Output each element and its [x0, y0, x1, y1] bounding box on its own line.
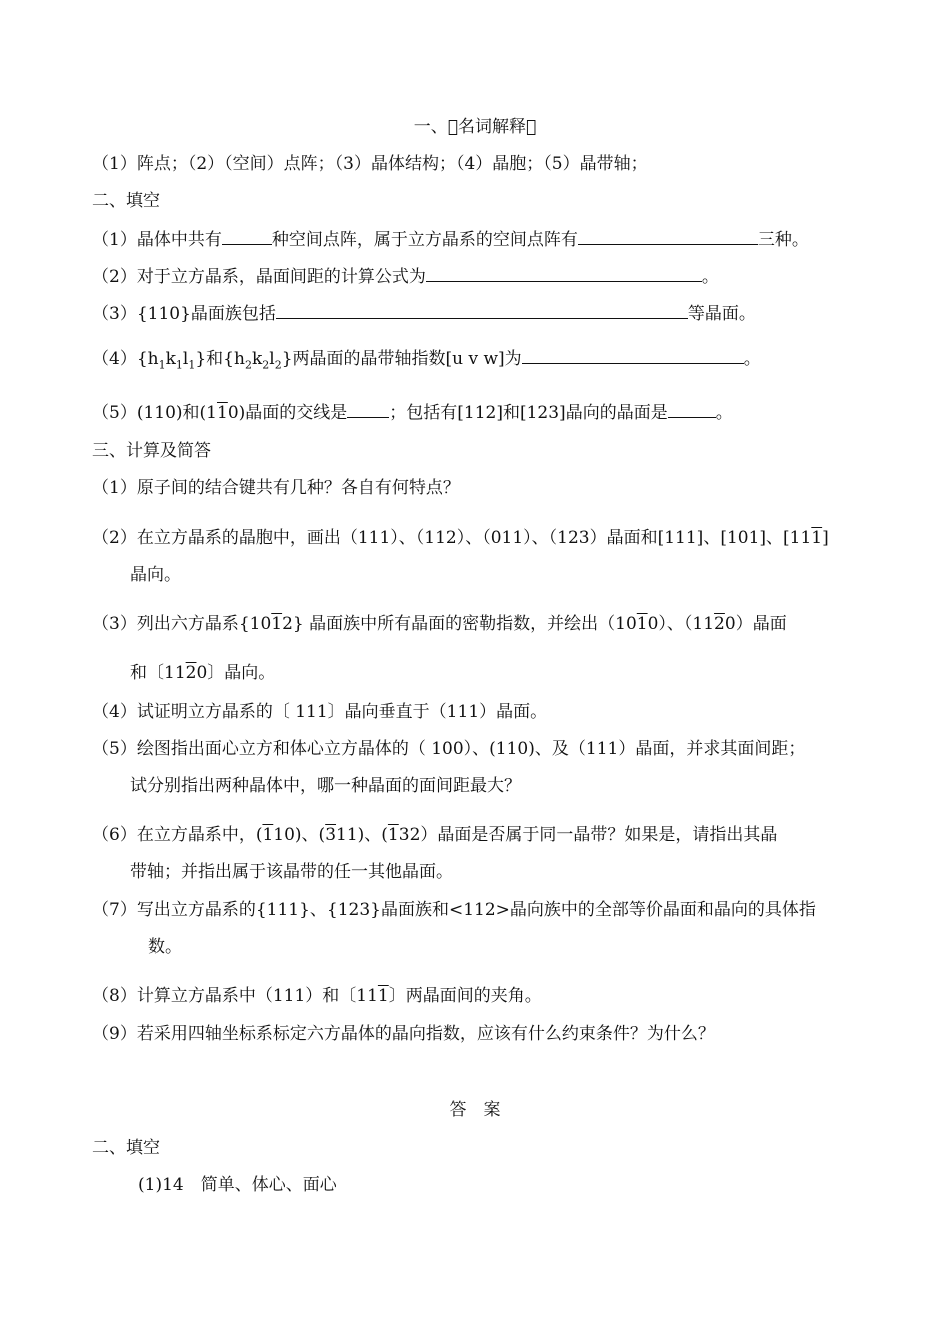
- q8-text: （8）计算立方晶系中（111）和〔11: [92, 986, 378, 1006]
- fill-q4-text: }两晶面的晶带轴指数[u v w]为: [281, 349, 522, 369]
- fill-q4-text: （4）{h: [92, 349, 159, 369]
- fill-q5-text: 。: [715, 403, 733, 423]
- fill-q4-sub: 2: [262, 358, 270, 372]
- question-8: [92, 985, 542, 1007]
- question-5-line1: （5）绘图指出面心立方和体心立方晶体的（ 100）、(110)、及（111）晶面，并求其面间距；: [92, 739, 806, 759]
- section1-title: 一、 名词解释 : [413, 117, 537, 137]
- fill-q1-text-a: （1）晶体中共有: [92, 230, 222, 250]
- q6-bar-digit: 1: [262, 825, 274, 845]
- section3-heading: 三、计算及简答: [92, 441, 211, 461]
- question-3-line2: [130, 662, 275, 684]
- fill-q1-text-b: 种空间点阵，属于立方晶系的空间点阵有: [271, 230, 578, 250]
- question-3-line1: [92, 613, 787, 635]
- fill-q5-text: （5）(110)和(1: [92, 403, 217, 423]
- q2-bar-digit: 1: [811, 528, 823, 548]
- fill-q1-blank-1[interactable]: [222, 228, 272, 245]
- q8-bar-digit: 1: [377, 986, 389, 1006]
- q2-text: ]: [822, 528, 829, 548]
- q6-text: 11)、(: [336, 825, 388, 845]
- q6-bar-digit: 3: [325, 825, 337, 845]
- fill-q4-sub: 1: [158, 358, 166, 372]
- question-2-line1: [92, 527, 829, 549]
- fill-q4-text: }和{h: [195, 349, 245, 369]
- q6-text: 32）晶面是否属于同一晶带？如果是，请指出其晶: [398, 825, 778, 845]
- fill-q4-text: 。: [743, 349, 761, 369]
- fill-question-1: [92, 228, 809, 251]
- fill-q5-text: ；包括有[112]和[123]晶向的晶面是: [389, 403, 668, 423]
- fill-question-2: [92, 265, 719, 288]
- fill-q3-text-a: （3）{110}晶面族包括: [92, 304, 276, 324]
- q3-text: 0）、（11: [647, 614, 715, 634]
- question-2-line2: 晶向。: [130, 565, 181, 585]
- section1-items: （1）阵点；（2）（空间）点阵；（3）晶体结构；（4）晶胞；（5）晶带轴；: [92, 154, 648, 174]
- q3-bar-digit: 2: [714, 614, 725, 634]
- fill-q4-text: k: [165, 349, 176, 369]
- q2-text: （2）在立方晶系的晶胞中，画出（111）、（112）、（011）、（123）晶面和[111]、[101]、[11: [92, 528, 812, 548]
- fill-q5-blank-2[interactable]: [668, 401, 716, 418]
- fill-q5-text: 0)晶面的交线是: [227, 403, 348, 423]
- q4-text: 111〕晶向垂直于（111）晶面。: [295, 702, 548, 722]
- q3-bar-digit: 1: [271, 614, 283, 634]
- q3-bar-digit: 1: [636, 614, 648, 634]
- fill-question-4: [92, 347, 761, 376]
- q3-text: 0）晶面: [724, 614, 787, 634]
- fill-q5-bar-digit: 1: [216, 403, 228, 423]
- fill-q4-sub: 1: [175, 358, 183, 372]
- q8-text: 〕两晶面间的夹角。: [388, 986, 542, 1006]
- fill-q4-text: l: [269, 349, 275, 369]
- fill-q1-blank-2[interactable]: [578, 228, 758, 245]
- fill-q3-text-b: 等晶面。: [687, 304, 756, 324]
- answers-title: 答 案: [449, 1100, 501, 1120]
- question-6-line1: [92, 824, 777, 846]
- q6-bar-digit: 1: [387, 825, 399, 845]
- question-1: （1）原子间的结合键共有几种？各自有何特点？: [92, 478, 460, 498]
- answers-heading: 二、填空: [92, 1138, 160, 1158]
- q6-text: 10)、(: [273, 825, 326, 845]
- fill-q4-text: k: [251, 349, 263, 369]
- fill-q2-text-a: （2）对于立方晶系，晶面间距的计算公式为: [92, 267, 426, 287]
- q6-text: （6）在立方晶系中，(: [92, 825, 263, 845]
- fill-q5-blank-1[interactable]: [347, 401, 389, 418]
- fill-q4-sub: 2: [274, 358, 282, 372]
- q3-text: 0〕晶向。: [196, 663, 276, 683]
- fill-q4-sub: 1: [188, 358, 196, 372]
- fill-q2-text-b: 。: [701, 267, 719, 287]
- fill-q3-blank[interactable]: [276, 302, 688, 319]
- fill-q4-blank[interactable]: [522, 347, 744, 364]
- fill-q4-sub: 2: [244, 358, 252, 372]
- fill-question-3: [92, 302, 756, 325]
- question-9: （9）若采用四轴坐标系标定六方晶体的晶向指数，应该有什么约束条件？为什么？: [92, 1024, 715, 1044]
- question-5-line2: 试分别指出两种晶体中，哪一种晶面的面间距最大？: [130, 776, 521, 796]
- question-7-line2: 数。: [148, 937, 182, 957]
- fill-q4-text: l: [182, 349, 189, 369]
- q3-text: （3）列出六方晶系{10: [92, 614, 272, 634]
- fill-q2-blank[interactable]: [426, 265, 702, 282]
- fill-question-5: [92, 401, 733, 424]
- question-4: [92, 701, 547, 723]
- q3-bar-digit: 2: [185, 663, 197, 683]
- section2-heading: 二、填空: [92, 191, 160, 211]
- q3-text: 和〔11: [130, 663, 186, 683]
- q3-text: 2} 晶面族中所有晶面的密勒指数，并绘出（10: [282, 614, 637, 634]
- question-6-line2: 带轴；并指出属于该晶带的任一其他晶面。: [130, 862, 453, 882]
- q4-text: （4）试证明立方晶系的〔: [92, 702, 296, 722]
- question-7-line1: （7）写出立方晶系的{111}、{123}晶面族和<112>晶向族中的全部等价晶面和晶向的具体指: [92, 900, 816, 920]
- fill-q1-text-c: 三种。: [757, 230, 809, 250]
- answer-1: (1)14 简单、体心、面心: [138, 1175, 337, 1195]
